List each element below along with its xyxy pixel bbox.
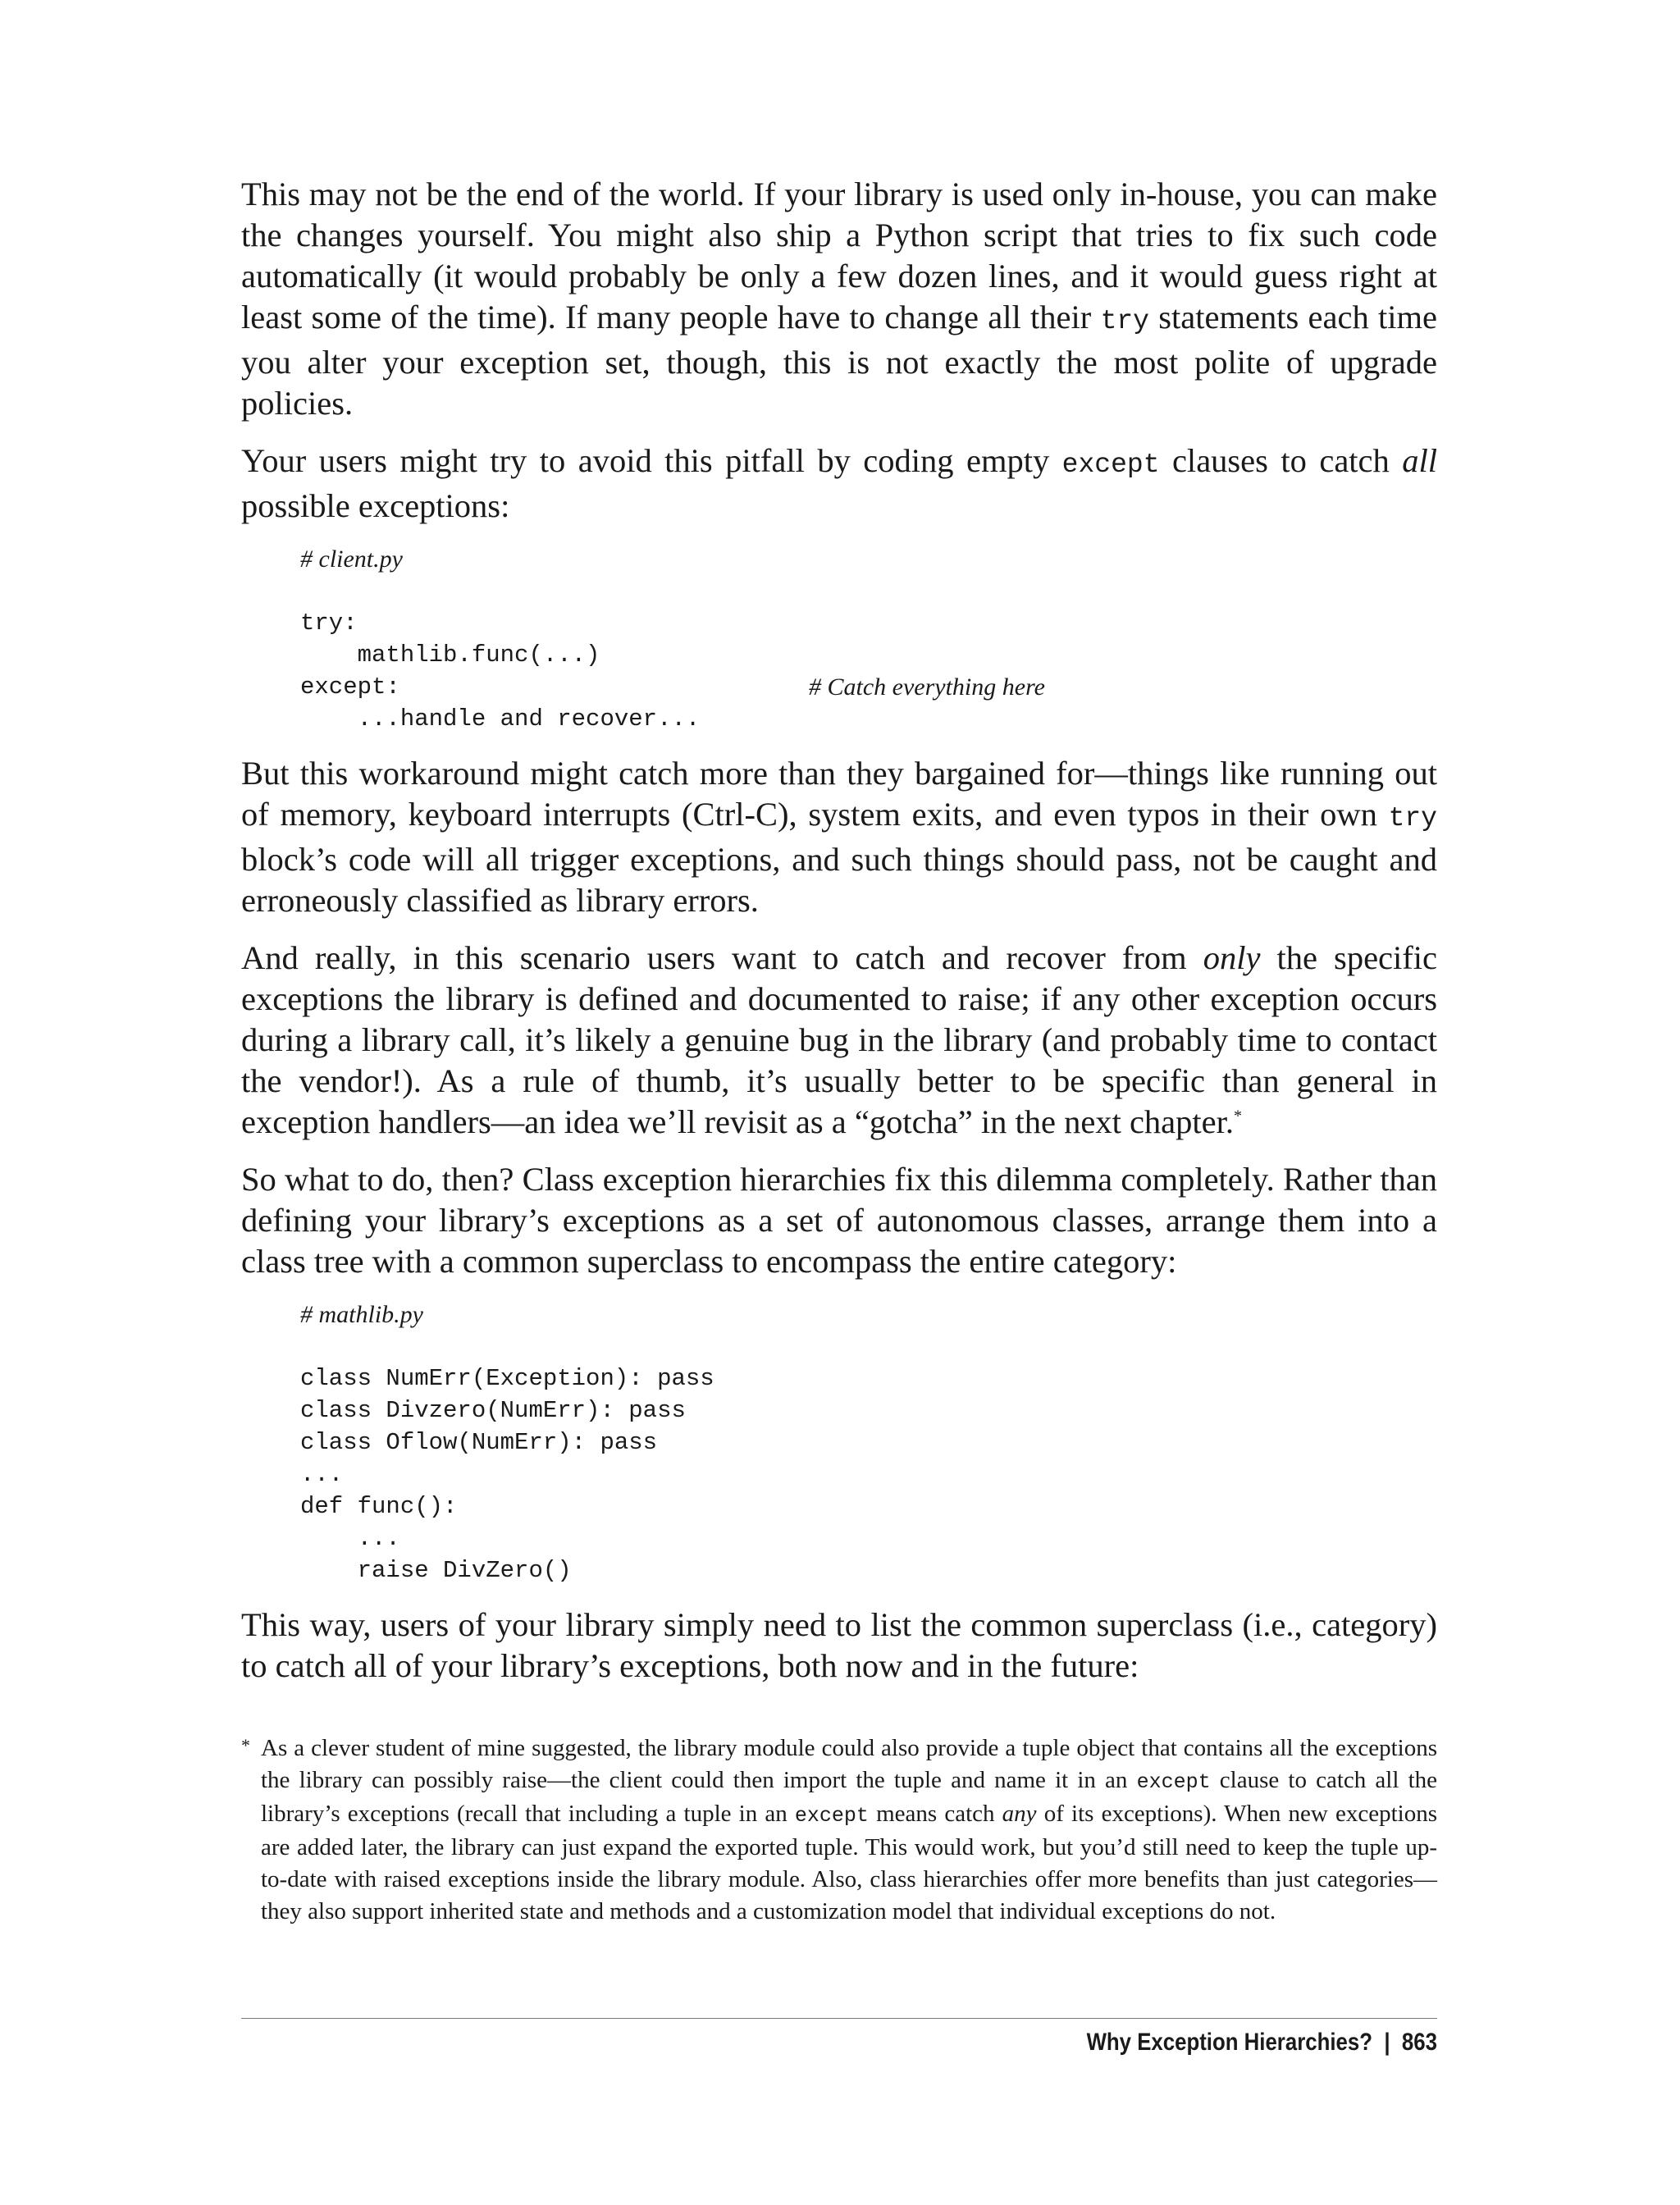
code-line: mathlib.func(...) <box>300 641 600 669</box>
paragraph-6: This way, users of your library simply need to list the common superclass (i.e., category) to catch all of your library’s exceptions, both now and in the future: <box>241 1606 1437 1684</box>
paragraph-5: So what to do, then? Class exception hierarchies fix this dilemma completely. Rather than defining your library’s exceptions as a set of autonomous classes, arrange them into a class tree with a common superclass to encompass the entire category: <box>241 1161 1437 1280</box>
inline-code: try <box>1100 306 1149 336</box>
code-line: try: <box>300 609 358 637</box>
code-header: # client.py <box>300 546 403 573</box>
emphasis: only <box>1203 939 1261 976</box>
footnote <box>241 1732 1437 1928</box>
code-block-client <box>300 543 1437 735</box>
footer-separator: | <box>1384 2029 1390 2056</box>
inline-code: except <box>794 1804 869 1828</box>
text: But this workaround might catch more than they bargained for—things like running out of memory, keyboard interrupts (Ctrl-C), system exits, and even typos in their own <box>241 755 1437 833</box>
page-footer <box>1087 2026 1437 2059</box>
code-line: class NumErr(Exception): pass <box>300 1365 714 1392</box>
inline-code: try <box>1388 803 1437 833</box>
text: Your users might try to avoid this pitfall by coding empty <box>241 442 1062 479</box>
code-line: raise DivZero() <box>300 1557 572 1584</box>
text: clauses to catch <box>1159 442 1403 479</box>
code-header: # mathlib.py <box>300 1301 423 1328</box>
text: of its exceptions). When new exceptions are added later, the library can just expand the exported tuple. This would work, but you’d still need to keep the tuple up-to-date with raised exceptions inside the library module. Also, class hierarchies offer more benefits than just categories—they also support inherited state and methods and a customization model that individual exceptions do not. <box>261 1801 1438 1924</box>
text: the specific exceptions the library is defined and documented to raise; if any other exception occurs during a library call, it’s likely a genuine bug in the library (and probably time to contact the vendor!). As a rule of thumb, it’s usually better to be specific than general in exception handlers—an idea we’ll revisit as a “gotcha” in the next chapter. <box>241 939 1437 1140</box>
footnote-marker[interactable]: * <box>1234 1107 1243 1125</box>
paragraph-2 <box>241 441 1437 527</box>
paragraph-4 <box>241 938 1437 1143</box>
inline-code: except <box>1061 450 1160 480</box>
footer-divider <box>241 2018 1437 2019</box>
section-title: Why Exception Hierarchies? <box>1086 2029 1373 2056</box>
code-line: class Divzero(NumErr): pass <box>300 1397 686 1424</box>
text: clause to catch all the library’s exceptions (recall that including a tuple in an <box>261 1767 1437 1827</box>
text: possible exceptions: <box>241 487 510 524</box>
text: statements each time you alter your exception set, though, this is not exactly the most polite of upgrade policies. <box>241 299 1437 422</box>
text: And really, in this scenario users want to catch and recover from <box>241 939 1203 976</box>
code-text: except: <box>300 673 400 701</box>
code-line: ...handle and recover... <box>300 705 701 733</box>
text: means catch <box>868 1801 1002 1827</box>
code-comment: # Catch everything here <box>809 673 1045 701</box>
code-line: ... <box>300 1525 400 1552</box>
code-line: class Oflow(NumErr): pass <box>300 1429 658 1456</box>
paragraph-1 <box>241 174 1437 424</box>
page-body <box>241 174 1437 1703</box>
code-line: def func(): <box>300 1493 458 1520</box>
paragraph-3 <box>241 753 1437 921</box>
text: block’s code will all trigger exceptions, and such things should pass, not be caught and erroneously classified as library errors. <box>241 841 1437 919</box>
emphasis: any <box>1002 1801 1037 1827</box>
footnote-mark: * <box>241 1735 250 1755</box>
code-line-except <box>300 671 1437 703</box>
inline-code: except <box>1136 1770 1211 1794</box>
code-line: ... <box>300 1461 344 1488</box>
footnote-text <box>261 1732 1437 1928</box>
text: This may not be the end of the world. If your library is used only in-house, you can make the changes yourself. You might also ship a Python script that tries to fix such code automatically (it would probably be only a few dozen lines, and it would guess right at least some of the time). If many people have to change all their <box>241 176 1437 336</box>
emphasis: all <box>1402 442 1437 479</box>
code-block-mathlib <box>300 1299 1437 1586</box>
text: As a clever student of mine suggested, the library module could also provide a tuple object that contains all the exceptions the library can possibly raise—the client could then import the tuple and name it in an <box>261 1735 1437 1793</box>
page-number: 863 <box>1401 2029 1437 2056</box>
